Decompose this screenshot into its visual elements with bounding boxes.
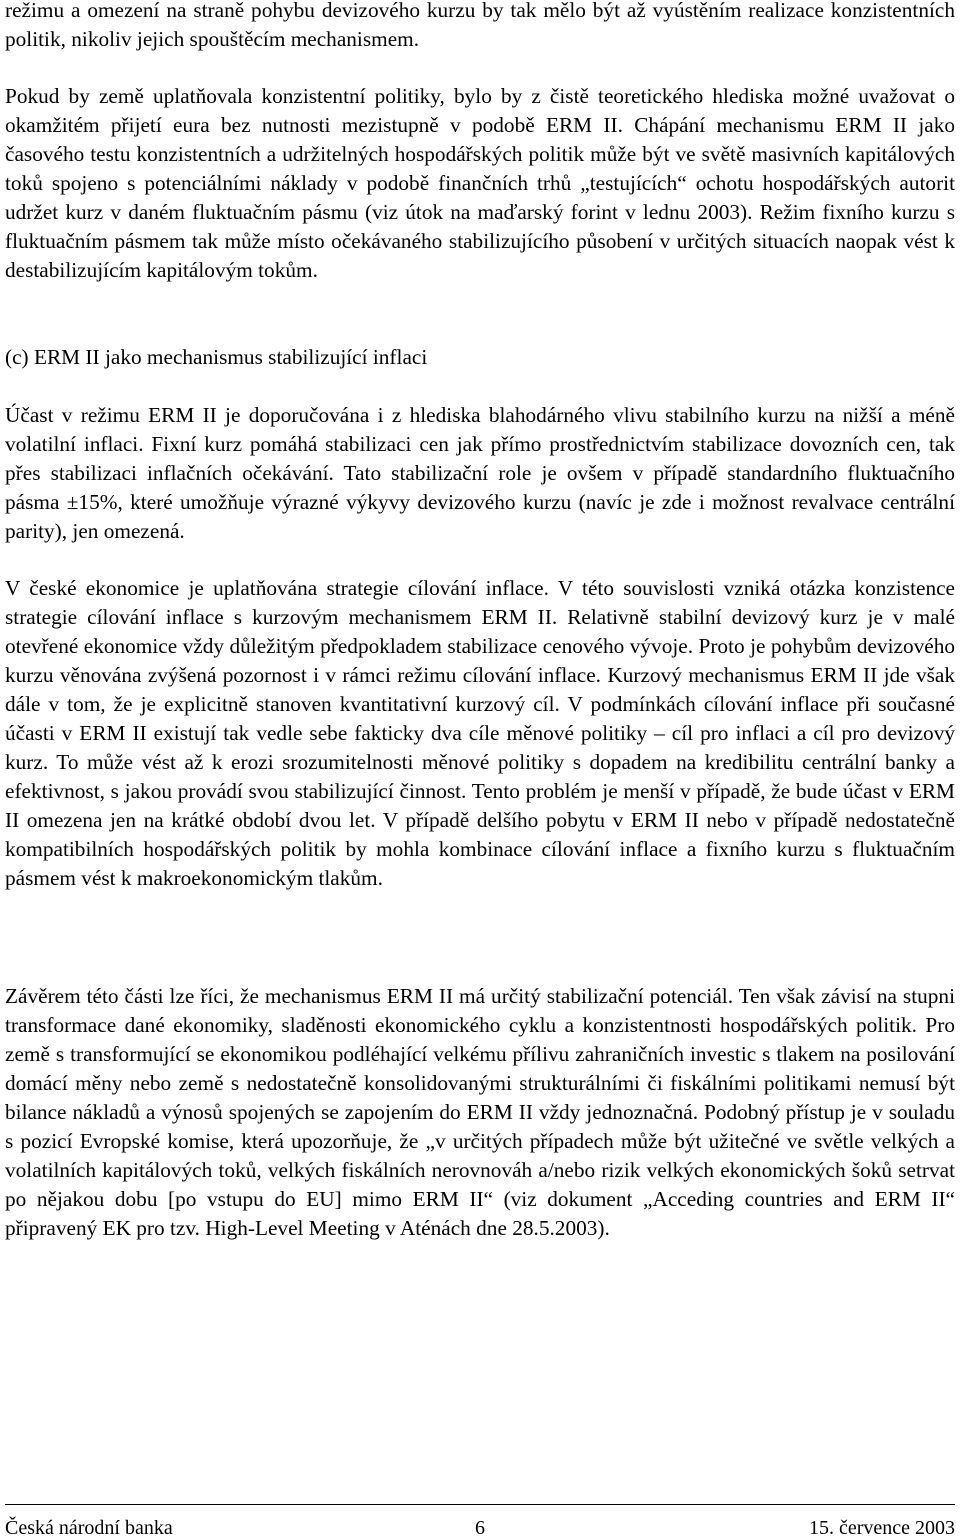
footer-page-number: 6 [475,1517,485,1539]
paragraph: V české ekonomice je uplatňována strategie cílování inflace. V této souvislosti vzniká otázka konzistence strategie cílování inflace s kurzovým mechanismem ERM II. Relativně stabilní devizový kurz je v malé otevřené ekonomice vždy důležitým předpokladem stabilizace cenového vývoje. Proto je pohybům devizového kurzu věnována zvýšená pozornost i v rámci režimu cílování inflace. Kurzový mechanismus ERM II jde však dále v tom, že je explicitně stanoven kvantitativní kurzový cíl. V podmínkách cílování inflace při současné účasti v ERM II existují tak vedle sebe fakticky dva cíle měnové politiky – cíl pro inflaci a cíl pro devizový kurz. To může vést až k erozi srozumitelnosti měnové politiky s dopadem na kredibilitu centrální banky a efektivnost, s jakou provádí svou stabilizující činnost. Tento problém je menší v případě, že bude účast v ERM II omezena jen na krátké období dvou let. V případě delšího pobytu v ERM II nebo v případě nedostatečně kompatibilních hospodářských politik by mohla kombinace cílování inflace a fixního kurzu s fluktuačním pásmem vést k makroekonomickým tlakům. [5,576,955,890]
page-footer [5,1516,955,1540]
footer-date: 15. července 2003 [808,1517,955,1539]
paragraph: Závěrem této části lze říci, že mechanismus ERM II má určitý stabilizační potenciál. Ten však závisí na stupni transformace dané ekonomiky, sladěnosti ekonomického cyklu a konzistentnosti hospodářských politik. Pro země s transformující se ekonomikou podléhající velkému přílivu zahraničních investic s tlakem na posilování domácí měny nebo země s nedostatečně konsolidovanými strukturálními či fiskálními politikami nemusí být bilance nákladů a výnosů spojených se zapojením do ERM II vždy jednoznačná. Podobný přístup je v souladu s pozicí Evropské komise, která upozorňuje, že „v určitých případech může být užitečné ve světle velkých a volatilních kapitálových toků, velkých fiskálních nerovnováh a/nebo rizik velkých ekonomických šoků setrvat po nějakou dobu [po vstupu do EU] mimo ERM II“ (viz dokument „Acceding countries and ERM II“ připravený EK pro tzv. High-Level Meeting v Aténách dne 28.5.2003). [5,984,955,1240]
section-heading: (c) ERM II jako mechanismus stabilizující inflaci [5,345,428,369]
footer-institution: Česká národní banka [5,1517,173,1539]
footer-divider [5,1504,955,1505]
paragraph: Pokud by země uplatňovala konzistentní politiky, bylo by z čistě teoretického hlediska možné uvažovat o okamžitém přijetí eura bez nutnosti mezistupně v podobě ERM II. Chápání mechanismu ERM II jako časového testu konzistentních a udržitelných hospodářských politik může být ve světě masivních kapitálových toků spojeno s potenciálními náklady v podobě finančních trhů „testujících“ ochotu hospodářských autorit udržet kurz v daném fluktuačním pásmu (viz útok na maďarský forint v lednu 2003). Režim fixního kurzu s fluktuačním pásmem tak může místo očekávaného stabilizujícího působení v určitých situacích naopak vést k destabilizujícím kapitálovým tokům. [5,84,955,282]
paragraph: Účast v režimu ERM II je doporučována i z hlediska blahodárného vlivu stabilního kurzu na nižší a méně volatilní inflaci. Fixní kurz pomáhá stabilizaci cen jak přímo prostřednictvím stabilizace dovozních cen, tak přes stabilizaci inflačních očekávání. Tato stabilizační role je ovšem v případě standardního fluktuačního pásma ±15%, které umožňuje výrazné výkyvy devizového kurzu (navíc je zde i možnost revalvace centrální parity), jen omezená. [5,403,955,543]
paragraph: režimu a omezení na straně pohybu devizového kurzu by tak mělo být až vyústěním realizace konzistentních politik, nikoliv jejich spouštěcím mechanismem. [5,0,955,51]
